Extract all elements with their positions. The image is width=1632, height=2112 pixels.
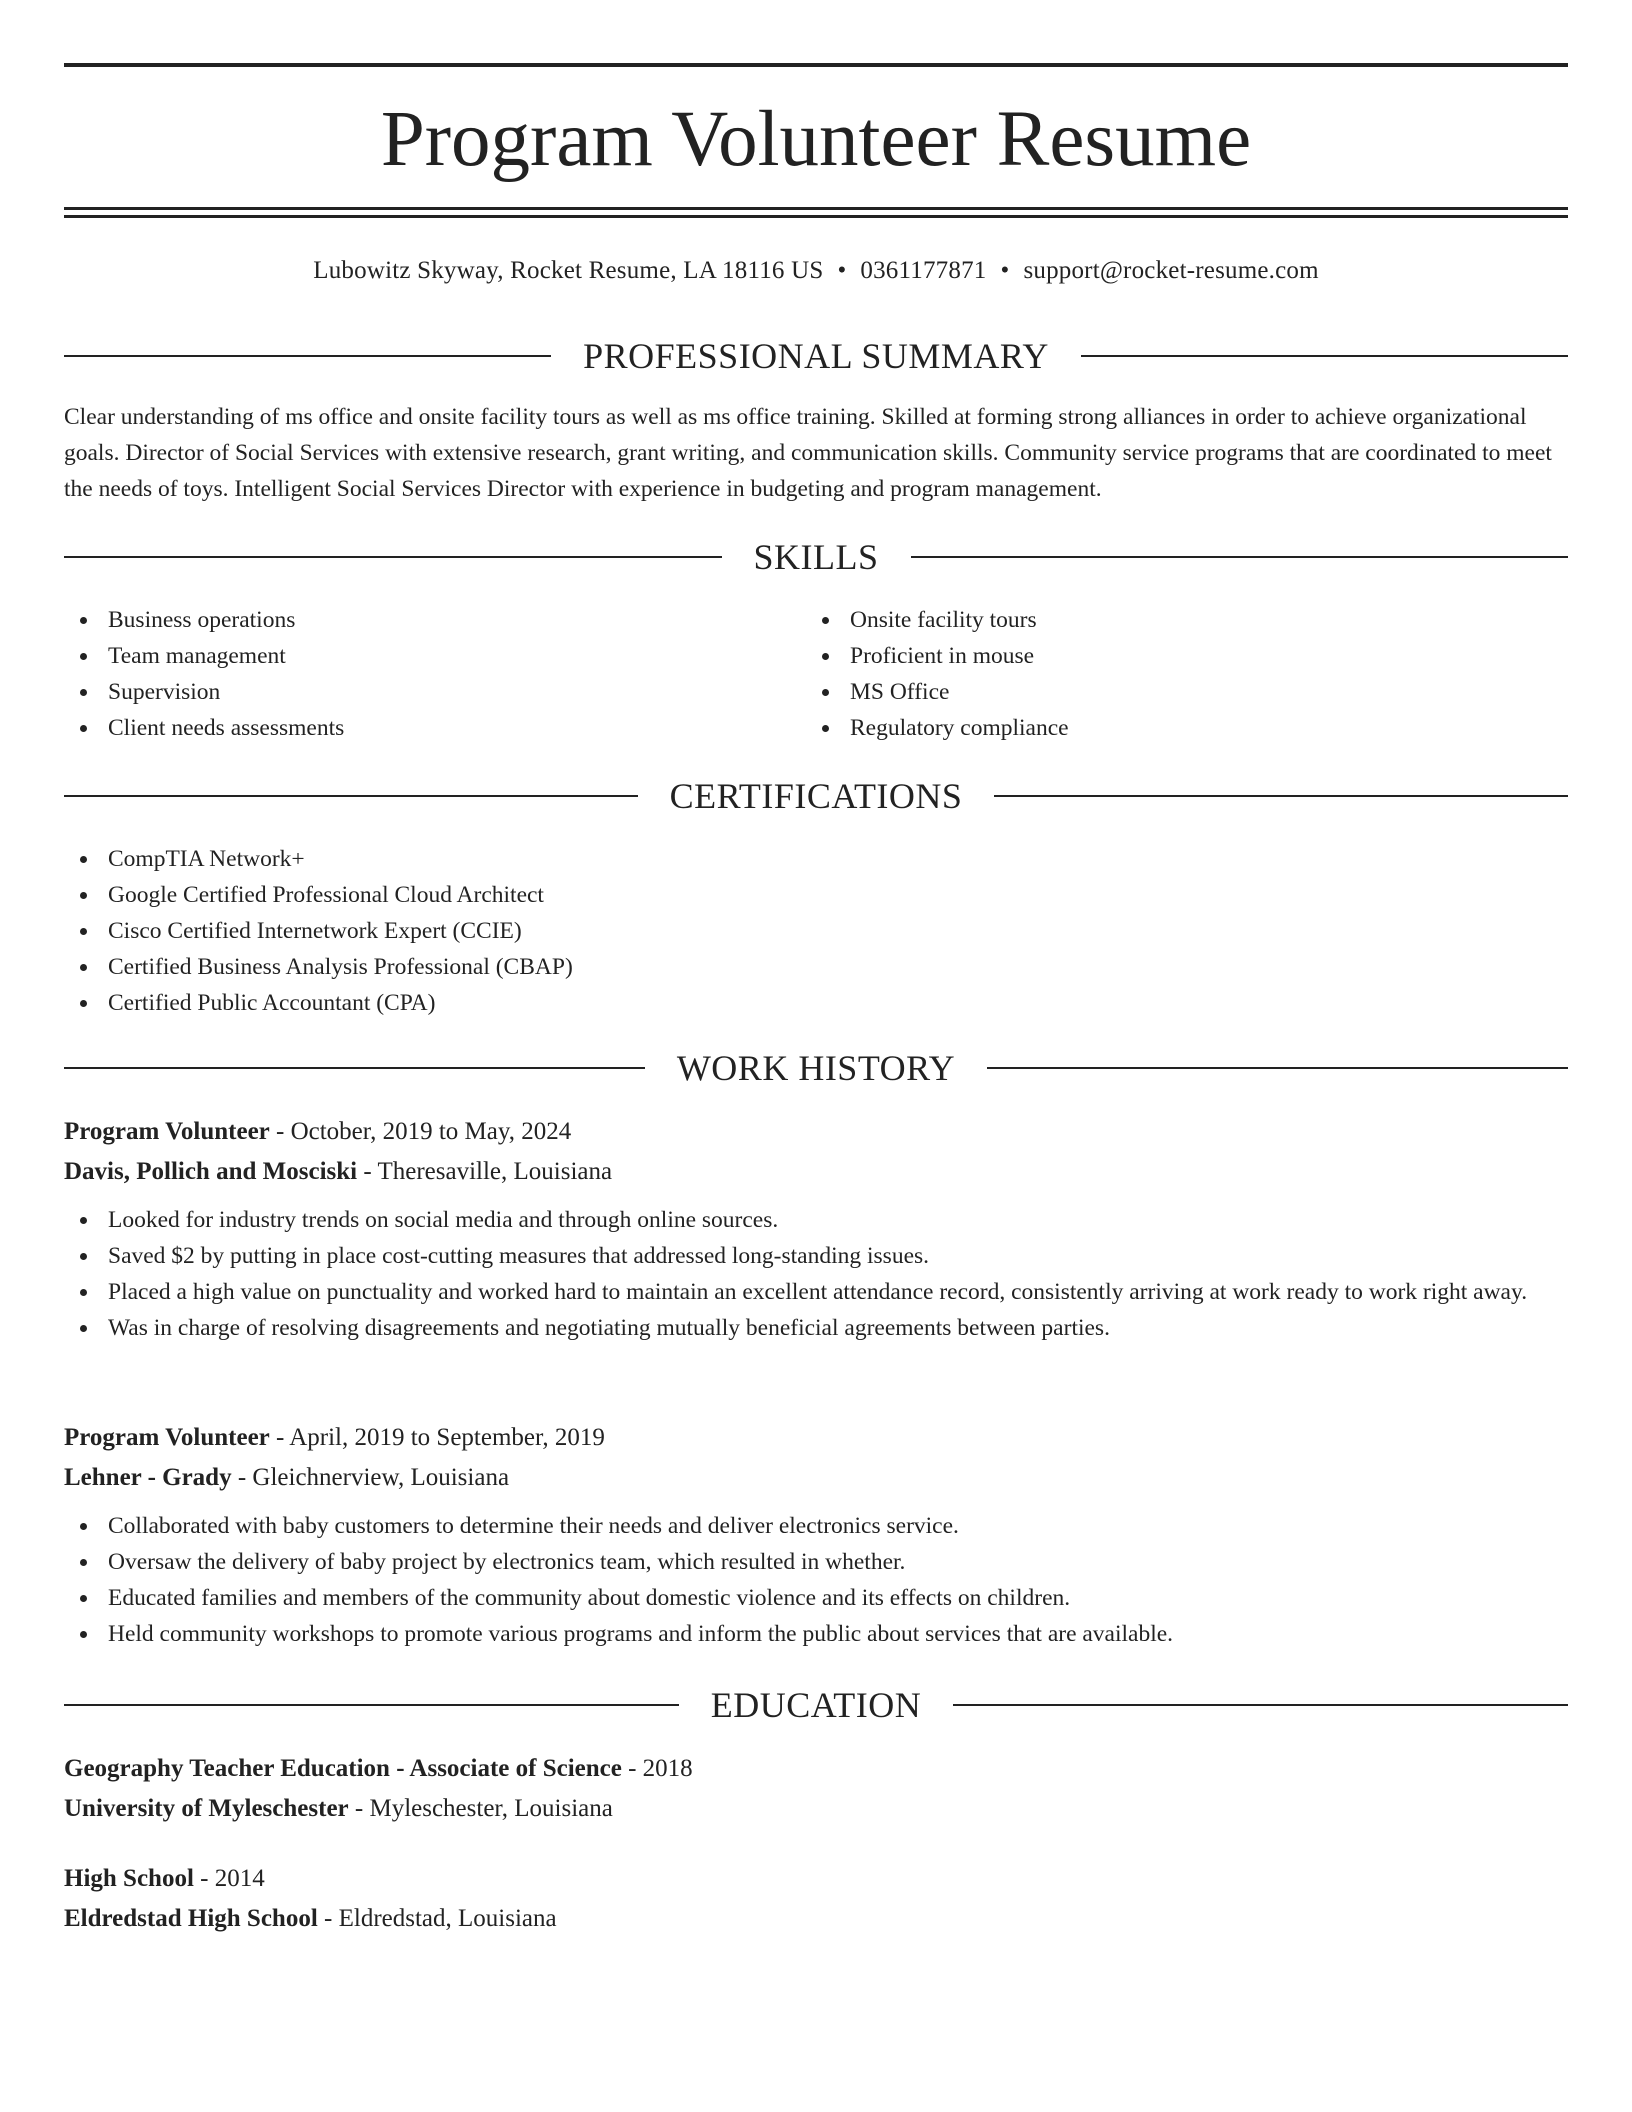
section-title: EDUCATION (710, 1685, 922, 1725)
job-location: - Theresaville, Louisiana (357, 1158, 613, 1185)
school-location: - Eldredstad, Louisiana (317, 1905, 557, 1932)
summary-text: Clear understanding of ms office and onsite facility tours as well as ms office training. Skilled at forming strong alliances in order to achieve organizational goals. Director of Social Services with extensive research, grant writing, and communication skills. Community service programs that are coordinated to meet the needs of toys. Intelligent Social Services Director with experience in budgeting and program management. (64, 404, 1552, 502)
heading-rule (64, 355, 551, 357)
skills-list-right (806, 602, 1506, 746)
heading-rule (994, 795, 1568, 797)
job-company: Lehner - Grady (64, 1464, 232, 1491)
contact-email: support@rocket-resume.com (1023, 257, 1319, 284)
job-company-line (64, 1152, 1568, 1192)
section-heading-certifications (64, 774, 1568, 818)
skill-item: Business operations (64, 602, 764, 638)
job-company-line (64, 1458, 1568, 1498)
job-title-line (64, 1418, 1568, 1458)
contact-phone: 0361177871 (860, 257, 987, 284)
heading-rule (953, 1704, 1568, 1706)
skill-item: Onsite facility tours (806, 602, 1506, 638)
heading-rule (64, 1067, 645, 1069)
skill-item: Team management (64, 638, 764, 674)
work-entry (64, 1418, 1568, 1652)
job-duties-list (64, 1508, 1568, 1652)
job-duty: Held community workshops to promote various programs and inform the public about services that are available. (64, 1616, 1568, 1652)
section-heading-summary (64, 334, 1568, 378)
job-location: - Gleichnerview, Louisiana (231, 1464, 510, 1491)
heading-rule (64, 1704, 679, 1706)
section-title: CERTIFICATIONS (669, 776, 963, 816)
job-duty: Was in charge of resolving disagreements and negotiating mutually beneficial agreements between parties. (64, 1310, 1568, 1346)
degree-line (64, 1859, 1568, 1899)
skill-item: Regulatory compliance (806, 710, 1506, 746)
job-role: Program Volunteer (64, 1424, 270, 1451)
school-location: - Myleschester, Louisiana (348, 1795, 613, 1822)
certifications-list (64, 841, 1064, 1021)
school-name: Eldredstad High School (64, 1905, 318, 1932)
section-heading-work (64, 1046, 1568, 1090)
job-duty: Saved $2 by putting in place cost-cutting measures that addressed long-standing issues. (64, 1238, 1568, 1274)
degree-name: High School (64, 1865, 194, 1892)
school-name: University of Myleschester (64, 1795, 349, 1822)
job-role: Program Volunteer (64, 1118, 270, 1145)
degree-year: - 2014 (193, 1865, 265, 1892)
heading-rule (987, 1067, 1568, 1069)
skill-item: MS Office (806, 674, 1506, 710)
school-line (64, 1789, 1568, 1829)
top-rule (64, 63, 1568, 67)
heading-rule (64, 556, 722, 558)
skills-list-left (64, 602, 764, 746)
certification-item: Certified Public Accountant (CPA) (64, 985, 1064, 1021)
contact-line (64, 254, 1568, 288)
skill-item: Client needs assessments (64, 710, 764, 746)
job-dates: - October, 2019 to May, 2024 (269, 1118, 572, 1145)
section-heading-education (64, 1683, 1568, 1727)
degree-year: - 2018 (621, 1755, 693, 1782)
heading-rule (64, 795, 638, 797)
title-rule-lower (64, 215, 1568, 218)
job-duty: Placed a high value on punctuality and worked hard to maintain an excellent attendance record, consistently arriving at work ready to work right away. (64, 1274, 1568, 1310)
job-duties-list (64, 1202, 1568, 1346)
section-title: PROFESSIONAL SUMMARY (583, 336, 1049, 376)
certification-item: Cisco Certified Internetwork Expert (CCIE) (64, 913, 1064, 949)
job-duty: Oversaw the delivery of baby project by electronics team, which resulted in whether. (64, 1544, 1568, 1580)
job-duty: Looked for industry trends on social media and through online sources. (64, 1202, 1568, 1238)
school-line (64, 1899, 1568, 1939)
certification-item: CompTIA Network+ (64, 841, 1064, 877)
degree-name: Geography Teacher Education - Associate of Science (64, 1755, 622, 1782)
job-duty: Educated families and members of the community about domestic violence and its effects on children. (64, 1580, 1568, 1616)
skill-item: Supervision (64, 674, 764, 710)
contact-separator: • (837, 257, 847, 284)
title-rule-upper (64, 207, 1568, 210)
contact-address: Lubowitz Skyway, Rocket Resume, LA 18116 US (313, 257, 824, 284)
section-heading-skills (64, 535, 1568, 579)
job-duty: Collaborated with baby customers to determine their needs and deliver electronics service. (64, 1508, 1568, 1544)
heading-rule (911, 556, 1569, 558)
heading-rule (1081, 355, 1568, 357)
job-company: Davis, Pollich and Mosciski (64, 1158, 358, 1185)
certification-item: Google Certified Professional Cloud Architect (64, 877, 1064, 913)
education-entry (64, 1749, 1568, 1829)
certification-item: Certified Business Analysis Professional (CBAP) (64, 949, 1064, 985)
contact-separator: • (1000, 257, 1010, 284)
skill-item: Proficient in mouse (806, 638, 1506, 674)
job-title-line (64, 1112, 1568, 1152)
job-dates: - April, 2019 to September, 2019 (269, 1424, 605, 1451)
section-title: WORK HISTORY (676, 1048, 956, 1088)
section-title: SKILLS (753, 537, 879, 577)
page-title: Program Volunteer Resume (380, 96, 1252, 183)
education-entry (64, 1859, 1568, 1939)
work-entry (64, 1112, 1568, 1346)
degree-line (64, 1749, 1568, 1789)
